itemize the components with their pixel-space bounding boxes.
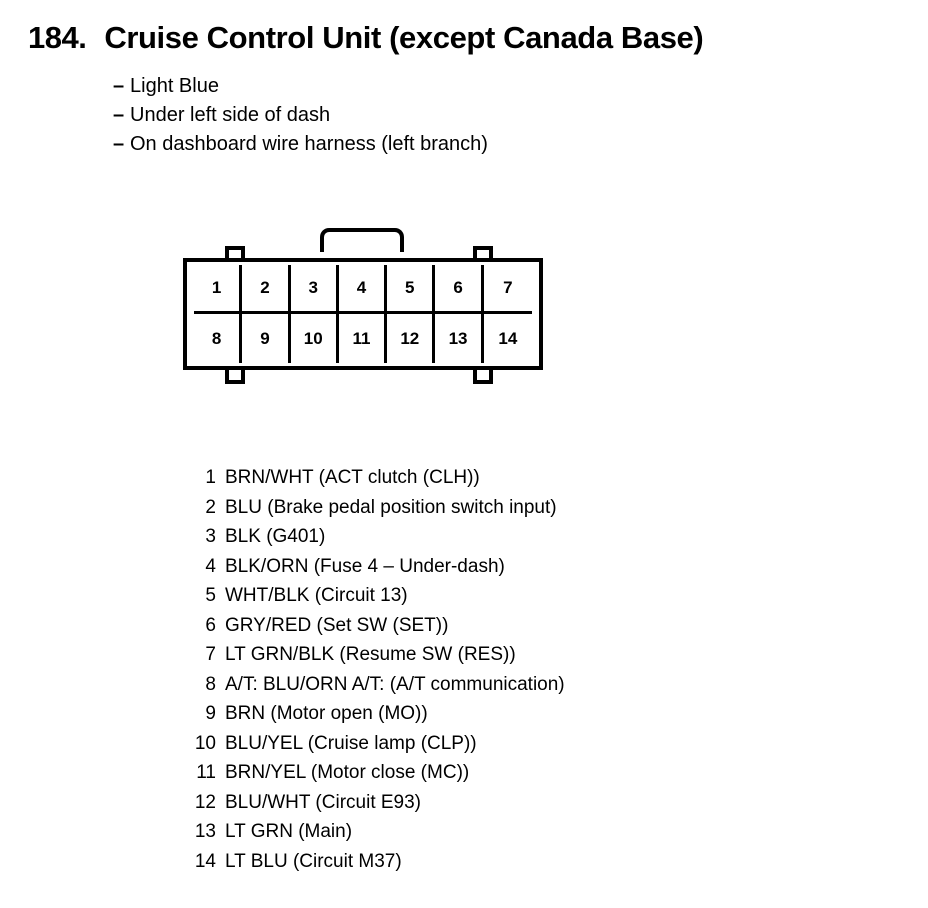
note-item	[113, 72, 488, 101]
legend-pin-description: BRN/WHT (ACT clutch (CLH))	[225, 467, 480, 488]
pin-cell: 4	[339, 265, 387, 314]
section-title-text: Cruise Control Unit (except Canada Base)	[104, 20, 704, 55]
legend-item	[186, 670, 565, 700]
pin-cell: 13	[435, 314, 483, 363]
legend-pin-number: 4	[205, 555, 216, 577]
legend-pin-number: 2	[205, 496, 216, 518]
pin-legend-list	[186, 463, 565, 876]
legend-item	[186, 758, 565, 788]
legend-item	[186, 788, 565, 818]
legend-item	[186, 817, 565, 847]
legend-pin-description: BRN (Motor open (MO))	[225, 703, 428, 724]
legend-pin-description: BLU/WHT (Circuit E93)	[225, 791, 422, 813]
note-text: On dashboard wire harness (left branch)	[130, 133, 488, 155]
pin-cell: 7	[484, 265, 532, 314]
pin-cell: 12	[387, 314, 435, 363]
connector-top-tab	[320, 228, 404, 252]
legend-pin-description: A/T: BLU/ORN A/T: (A/T communication)	[225, 673, 565, 695]
dash-icon: –	[113, 104, 125, 126]
legend-pin-description: LT GRN (Main)	[225, 821, 353, 842]
legend-pin-description: BLK (G401)	[225, 526, 326, 547]
legend-pin-number: 14	[194, 850, 216, 872]
dash-icon: –	[113, 75, 125, 97]
legend-pin-description: BLU/YEL (Cruise lamp (CLP))	[225, 732, 477, 754]
legend-pin-number: 5	[205, 585, 216, 606]
legend-item	[186, 640, 565, 670]
legend-pin-number: 11	[196, 762, 216, 783]
legend-pin-number: 8	[205, 673, 216, 695]
legend-pin-description: BLK/ORN (Fuse 4 – Under-dash)	[225, 555, 505, 577]
note-text: Under left side of dash	[130, 104, 331, 126]
legend-item	[186, 522, 565, 552]
legend-pin-number: 1	[205, 467, 216, 488]
legend-pin-number: 3	[205, 526, 216, 547]
legend-item	[186, 493, 565, 523]
pin-cell: 3	[291, 265, 339, 314]
connector-diagram	[183, 228, 543, 378]
legend-pin-number: 12	[194, 791, 216, 813]
legend-item	[186, 611, 565, 641]
legend-pin-description: WHT/BLK (Circuit 13)	[225, 585, 408, 606]
legend-pin-number: 9	[205, 703, 216, 724]
note-item	[113, 101, 488, 130]
legend-item	[186, 699, 565, 729]
pin-cell: 1	[194, 265, 242, 314]
section-number: 184.	[28, 20, 87, 55]
legend-pin-description: GRY/RED (Set SW (SET))	[225, 614, 449, 636]
legend-pin-description: BLU (Brake pedal position switch input)	[225, 496, 557, 518]
pin-cell: 5	[387, 265, 435, 314]
legend-item	[186, 581, 565, 611]
legend-item	[186, 463, 565, 493]
legend-pin-number: 13	[194, 821, 216, 842]
pin-cell: 14	[498, 328, 518, 348]
legend-pin-number: 10	[194, 732, 216, 754]
legend-pin-description: LT BLU (Circuit M37)	[225, 850, 402, 872]
legend-item	[186, 729, 565, 759]
legend-pin-description: BRN/YEL (Motor close (MC))	[225, 762, 470, 783]
pin-cell: 9	[242, 314, 290, 363]
legend-item	[186, 847, 565, 877]
legend-item	[186, 552, 565, 582]
legend-pin-number: 6	[205, 614, 216, 636]
pin-cell: 10	[291, 314, 339, 363]
pin-cell: 8	[194, 314, 242, 363]
pin-cell: 6	[435, 265, 483, 314]
note-item	[113, 130, 488, 159]
notes-list	[113, 72, 488, 159]
pin-cell: 11	[339, 314, 387, 363]
note-text: Light Blue	[130, 75, 219, 97]
pin-cell: 2	[242, 265, 290, 314]
legend-pin-description: LT GRN/BLK (Resume SW (RES))	[225, 644, 516, 665]
dash-icon: –	[113, 133, 125, 155]
legend-pin-number: 7	[205, 644, 216, 665]
page-title	[28, 20, 703, 56]
pin-grid	[194, 265, 532, 363]
